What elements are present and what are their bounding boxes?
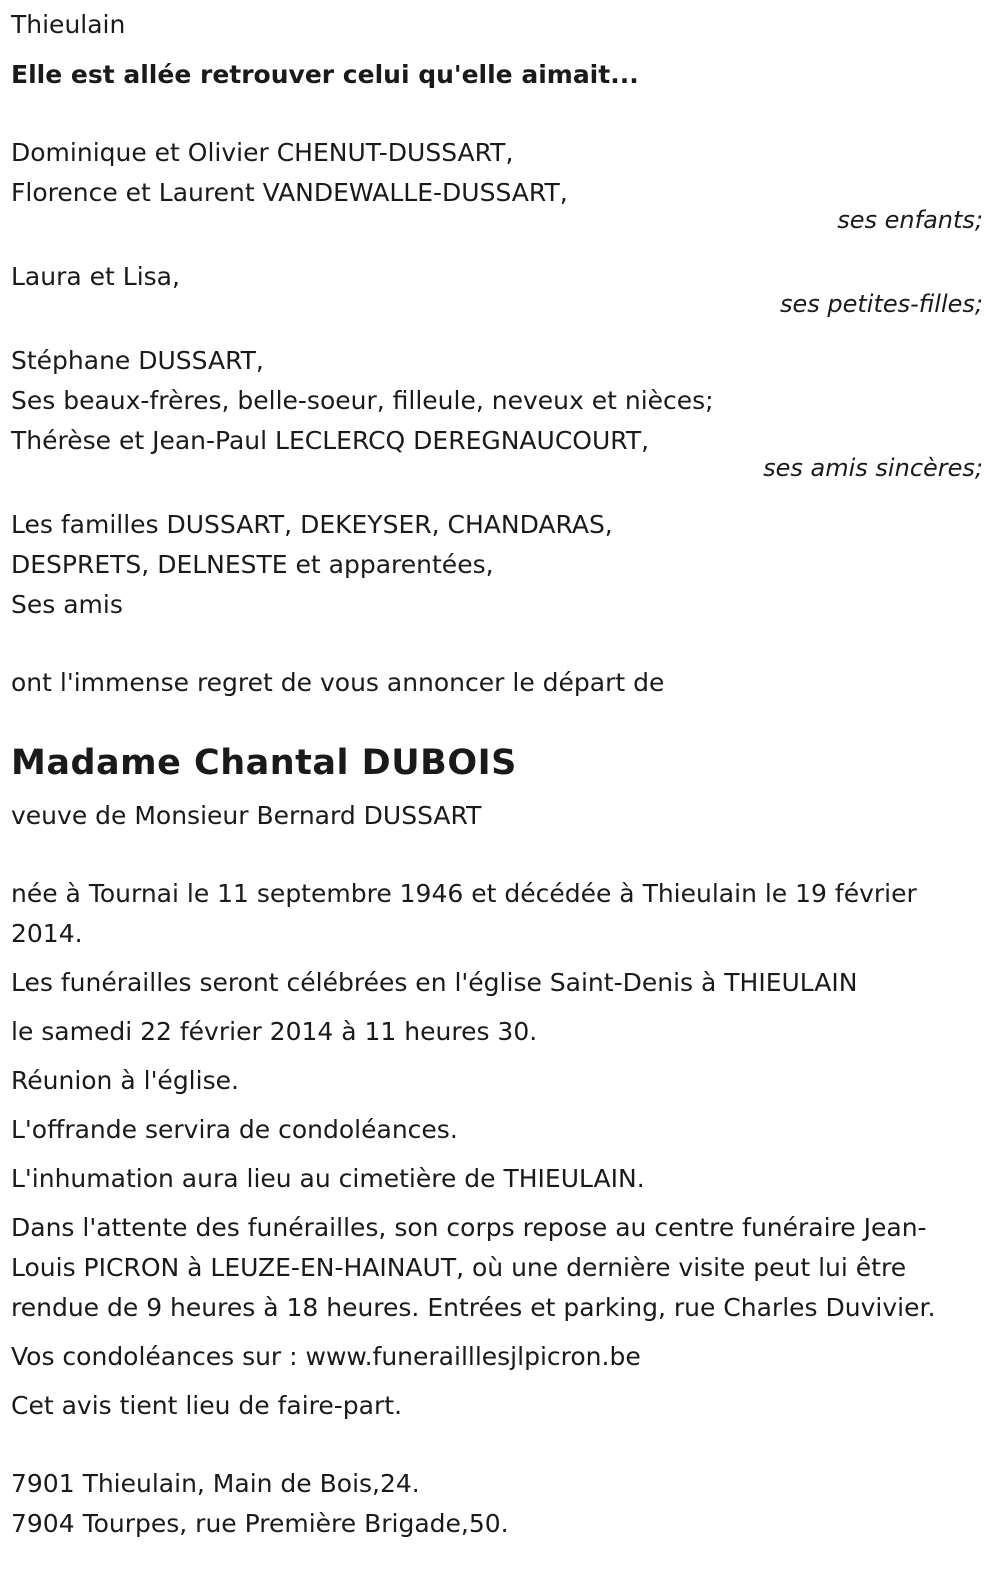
- deceased-name: Madame Chantal DUBOIS: [11, 743, 517, 783]
- condolences-paragraph: Vos condoléances sur : www.funerailllesjlpicron.be: [11, 1342, 641, 1371]
- burial-paragraph: L'inhumation aura lieu au cimetière de THIEULAIN.: [11, 1164, 645, 1193]
- role-label-grandchildren: ses petites-filles;: [779, 290, 983, 318]
- role-label-friends: ses amis sincères;: [763, 454, 983, 482]
- grandchildren-group: [11, 257, 983, 319]
- role-label-children: ses enfants;: [837, 206, 983, 234]
- family-line: DESPRETS, DELNESTE et apparentées,: [11, 550, 494, 579]
- families-group: [11, 505, 983, 625]
- address-line: 7901 Thieulain, Main de Bois,24.: [11, 1469, 420, 1498]
- funeral-church-paragraph: Les funérailles seront célébrées en l'église Saint-Denis à THIEULAIN: [11, 968, 858, 997]
- family-line: Florence et Laurent VANDEWALLE-DUSSART,: [11, 178, 568, 207]
- visitation-paragraph: Dans l'attente des funérailles, son corps repose au centre funéraire Jean-Louis PICRON à LEUZE-EN-HAINAUT, où une dernière visite peut lui être rendue de 9 heures à 18 heures. Entrées et parking, rue Charles Duvivier.: [11, 1213, 936, 1322]
- obituary-notice: [11, 5, 983, 1544]
- funeral-date-paragraph: le samedi 22 février 2014 à 11 heures 30.: [11, 1017, 538, 1046]
- address-line: 7904 Tourpes, rue Première Brigade,50.: [11, 1509, 509, 1538]
- family-line: Ses amis: [11, 590, 123, 619]
- widow-of-line: veuve de Monsieur Bernard DUSSART: [11, 801, 482, 830]
- offering-paragraph: L'offrande servira de condoléances.: [11, 1115, 458, 1144]
- gathering-paragraph: Réunion à l'église.: [11, 1066, 239, 1095]
- family-line: Ses beaux-frères, belle-soeur, filleule, neveux et nièces;: [11, 386, 714, 415]
- family-line: Les familles DUSSART, DEKEYSER, CHANDARAS,: [11, 510, 613, 539]
- announcement-text: ont l'immense regret de vous annoncer le départ de: [11, 668, 665, 697]
- place-heading: Thieulain: [11, 10, 126, 39]
- children-group: [11, 133, 983, 235]
- friends-group: [11, 341, 983, 483]
- birth-death-paragraph: née à Tournai le 11 septembre 1946 et décédée à Thieulain le 19 février 2014.: [11, 879, 917, 948]
- family-line: Laura et Lisa,: [11, 262, 180, 291]
- family-line: Thérèse et Jean-Paul LECLERCQ DEREGNAUCOURT,: [11, 426, 650, 455]
- notice-paragraph: Cet avis tient lieu de faire-part.: [11, 1391, 403, 1420]
- addresses-group: [11, 1464, 983, 1544]
- family-line: Dominique et Olivier CHENUT-DUSSART,: [11, 138, 514, 167]
- family-line: Stéphane DUSSART,: [11, 346, 264, 375]
- quote-line: Elle est allée retrouver celui qu'elle aimait...: [11, 60, 639, 89]
